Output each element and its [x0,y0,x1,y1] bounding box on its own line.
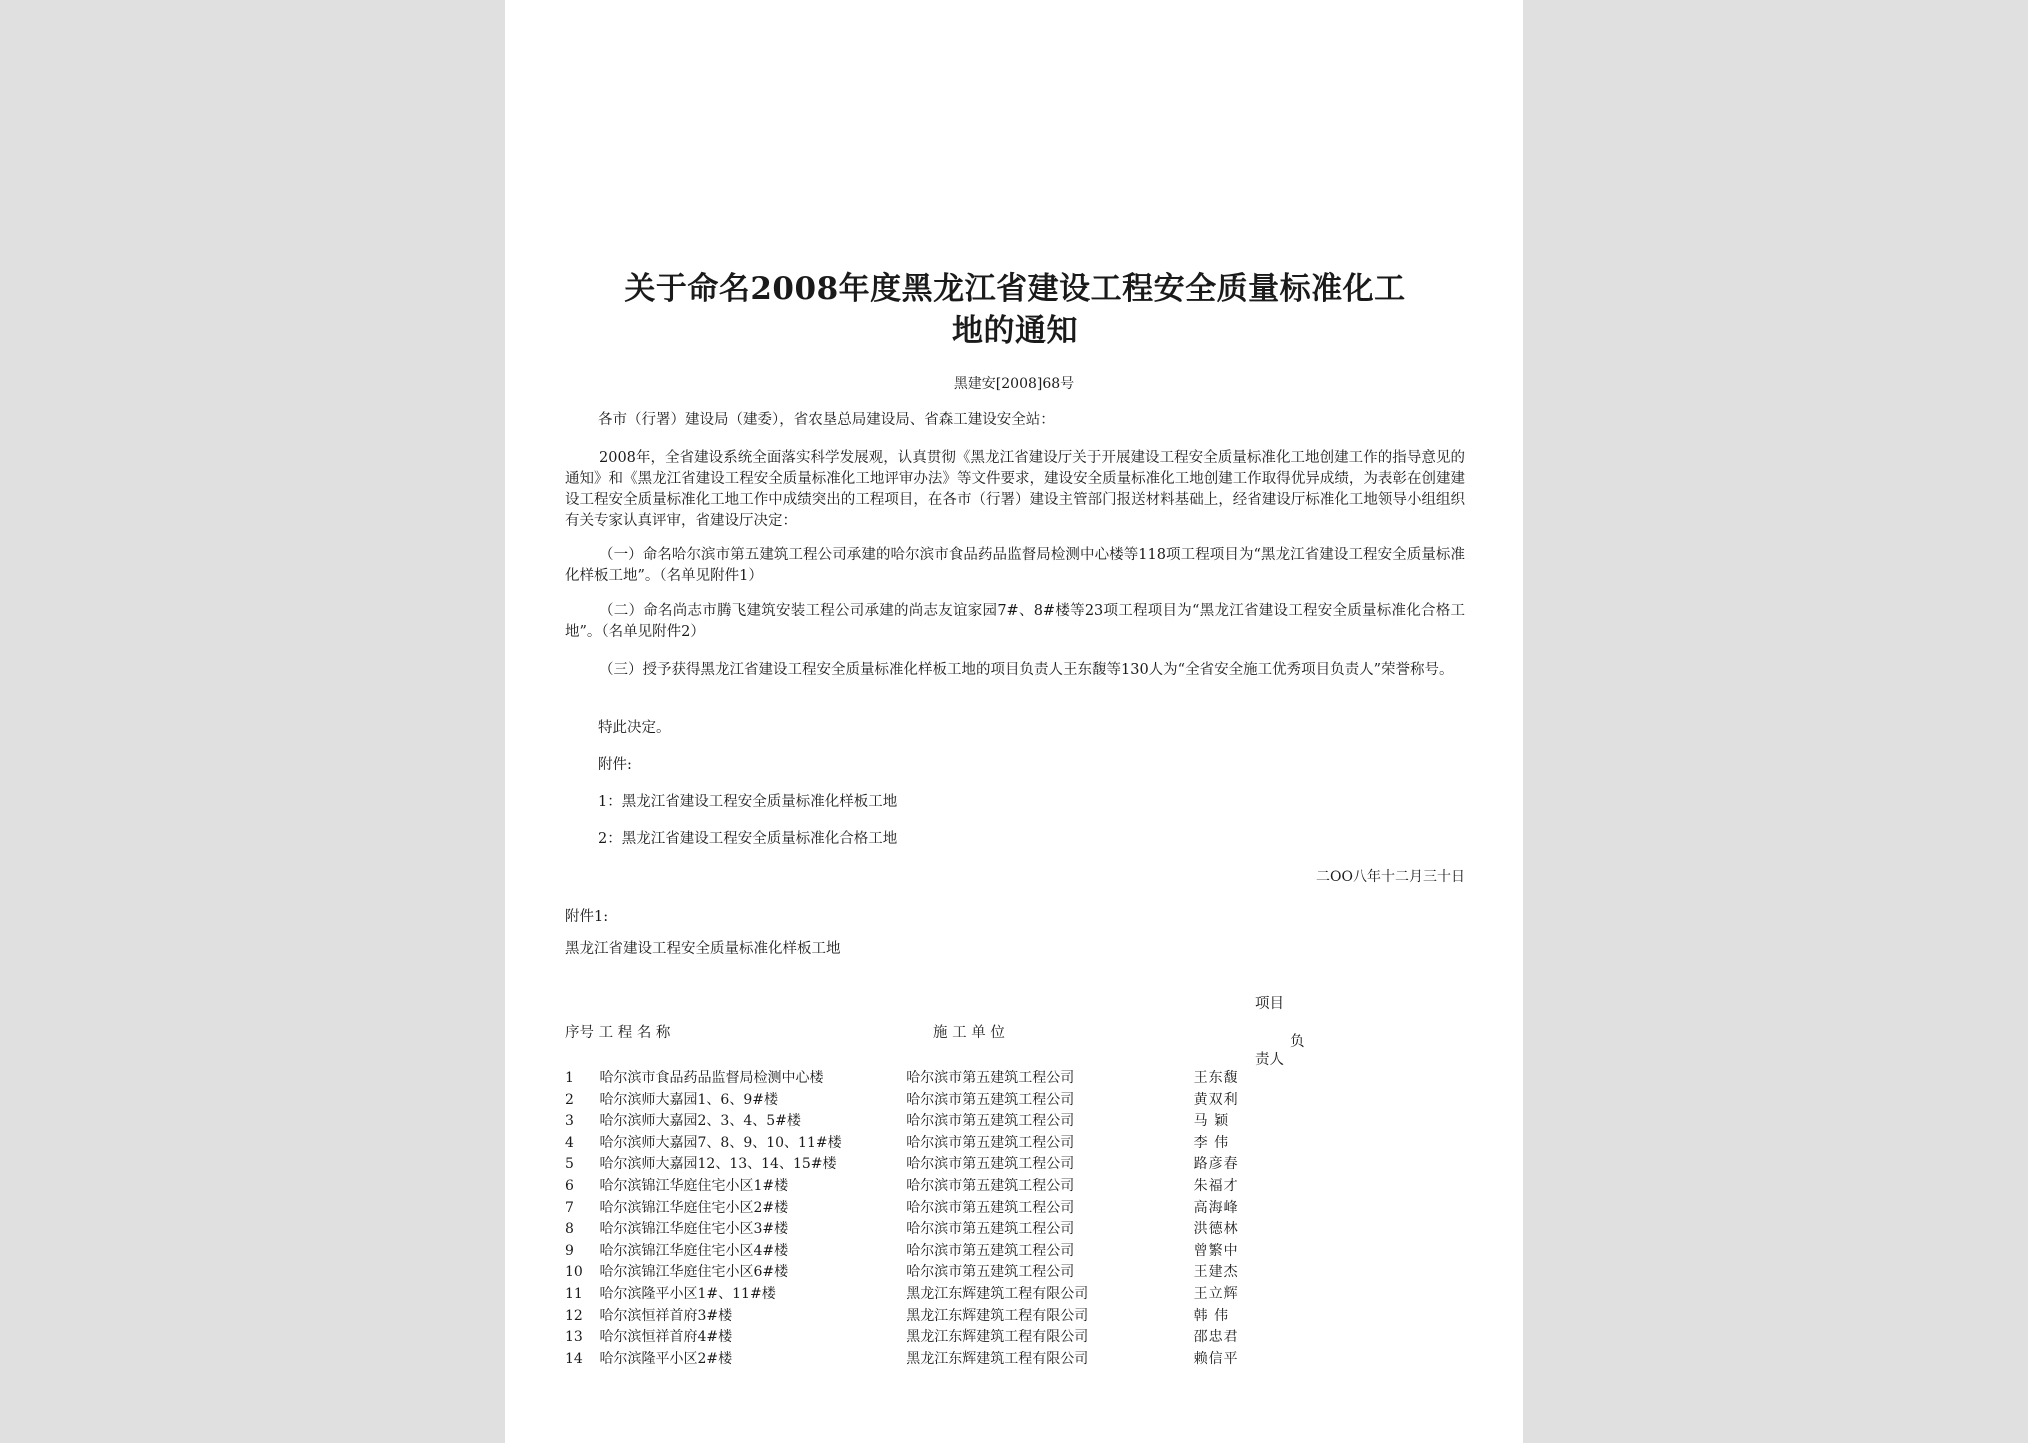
row-project-name: 哈尔滨锦江华庭住宅小区3#楼 [599,1221,789,1238]
row-project-lead: 洪德林 [1193,1221,1239,1238]
row-project-name: 哈尔滨师大嘉园12、13、14、15#楼 [599,1156,837,1173]
decision-text: 特此决定。 [598,720,671,736]
row-construction-unit: 哈尔滨市第五建筑工程公司 [906,1221,1075,1238]
row-project-lead: 马 颖 [1193,1113,1230,1130]
row-construction-unit: 黑龙江东辉建筑工程有限公司 [906,1329,1089,1346]
row-seq: 14 [565,1350,583,1367]
header-lead-bottom: 责人 [1255,1052,1284,1068]
attachment-1: 1：黑龙江省建设工程安全质量标准化样板工地 [598,794,898,810]
row-project-lead: 黄双利 [1193,1091,1239,1108]
row-seq: 10 [565,1264,583,1281]
row-seq: 5 [565,1156,574,1173]
row-construction-unit: 哈尔滨市第五建筑工程公司 [906,1177,1075,1194]
paragraph-item-3: （三）授予获得黑龙江省建设工程安全质量标准化样板工地的项目负责人王东馥等130人为“全省安全施工优秀项目负责人”荣誉称号。 [599,662,1454,678]
row-project-name: 哈尔滨师大嘉园1、6、9#楼 [599,1091,778,1108]
row-construction-unit: 黑龙江东辉建筑工程有限公司 [906,1350,1089,1367]
table-row [565,1090,1265,1112]
attachment-2: 2：黑龙江省建设工程安全质量标准化合格工地 [598,831,898,847]
table-row [565,1219,1265,1241]
row-seq: 6 [565,1177,574,1194]
row-project-name: 哈尔滨市食品药品监督局检测中心楼 [599,1070,824,1086]
title-line-2: 地的通知 [952,313,1078,349]
annex-table-body [565,1068,1265,1370]
row-construction-unit: 哈尔滨市第五建筑工程公司 [906,1242,1075,1259]
row-seq: 7 [565,1199,574,1216]
row-project-name: 哈尔滨恒祥首府3#楼 [599,1307,733,1324]
row-project-name: 哈尔滨锦江华庭住宅小区1#楼 [599,1177,789,1194]
row-project-lead: 邵忠君 [1193,1329,1239,1346]
row-project-name: 哈尔滨恒祥首府4#楼 [599,1329,733,1346]
annex-table [565,1068,1265,1370]
row-seq: 13 [565,1329,583,1346]
row-project-lead: 高海峰 [1193,1199,1239,1216]
row-seq: 3 [565,1113,574,1130]
document-title [545,268,1485,352]
table-row [565,1133,1265,1155]
row-construction-unit: 哈尔滨市第五建筑工程公司 [906,1264,1075,1281]
table-row [565,1198,1265,1220]
table-row [565,1327,1265,1349]
row-seq: 2 [565,1091,574,1108]
row-construction-unit: 黑龙江东辉建筑工程有限公司 [906,1285,1089,1302]
annex-title: 黑龙江省建设工程安全质量标准化样板工地 [565,941,841,957]
table-row [565,1306,1265,1328]
row-project-name: 哈尔滨隆平小区1#、11#楼 [599,1285,776,1302]
paragraph-item-1: （一）命名哈尔滨市第五建筑工程公司承建的哈尔滨市食品药品监督局检测中心楼等118项工程项目为“黑龙江省建设工程安全质量标准化样板工地”。（名单见附件1） [565,547,1465,584]
row-seq: 12 [565,1307,583,1324]
signature-date: 二OO八年十二月三十日 [1316,869,1465,885]
annex-label: 附件1: [565,909,609,925]
header-lead-mid: 负 [1290,1034,1305,1050]
row-project-name: 哈尔滨隆平小区2#楼 [599,1350,733,1367]
row-project-name: 哈尔滨锦江华庭住宅小区2#楼 [599,1199,789,1216]
row-project-lead: 李 伟 [1193,1134,1230,1151]
row-construction-unit: 哈尔滨市第五建筑工程公司 [906,1199,1075,1216]
row-project-name: 哈尔滨锦江华庭住宅小区6#楼 [599,1264,789,1281]
header-unit: 施 工 单 位 [933,1025,1005,1041]
row-project-name: 哈尔滨师大嘉园2、3、4、5#楼 [599,1113,801,1130]
row-project-name: 哈尔滨锦江华庭住宅小区4#楼 [599,1242,789,1259]
row-seq: 1 [565,1070,574,1086]
table-row [565,1154,1265,1176]
row-project-lead: 朱福才 [1193,1177,1239,1194]
table-row [565,1068,1265,1090]
table-row [565,1111,1265,1133]
table-row [565,1241,1265,1263]
document-page [505,0,1523,1443]
table-row [565,1262,1265,1284]
row-seq: 4 [565,1134,574,1151]
row-project-lead: 韩 伟 [1193,1307,1230,1324]
row-project-lead: 赖信平 [1193,1350,1239,1367]
table-row [565,1284,1265,1306]
row-project-lead: 路彦春 [1193,1156,1239,1173]
paragraph-intro: 2008年，全省建设系统全面落实科学发展观，认真贯彻《黑龙江省建设厅关于开展建设工程安全质量标准化工地创建工作的指导意见的通知》和《黑龙江省建设工程安全质量标准化工地评审办法》等文件要求，建设安全质量标准化工地创建工作取得优异成绩，为表彰在创建建设工程安全质量标准化工地工作中成绩突出的工程项目，在各市（行署）建设主管部门报送材料基础上，经省建设厅标准化工地领导小组组织有关专家认真评审，省建设厅决定： [565,450,1465,529]
row-seq: 9 [565,1242,574,1259]
row-construction-unit: 黑龙江东辉建筑工程有限公司 [906,1307,1089,1324]
row-project-lead: 王立辉 [1193,1285,1239,1302]
table-row [565,1349,1265,1371]
row-project-lead: 曾繁中 [1193,1242,1239,1259]
row-seq: 8 [565,1221,574,1238]
table-row [565,1176,1265,1198]
paragraph-item-2: （二）命名尚志市腾飞建筑安装工程公司承建的尚志友谊家园7#、8#楼等23项工程项目为“黑龙江省建设工程安全质量标准化合格工地”。（名单见附件2） [565,603,1465,640]
row-construction-unit: 哈尔滨市第五建筑工程公司 [906,1091,1075,1108]
row-construction-unit: 哈尔滨市第五建筑工程公司 [906,1156,1075,1173]
document-number: 黑建安[2008]68号 [953,376,1075,392]
row-construction-unit: 哈尔滨市第五建筑工程公司 [906,1113,1075,1130]
row-project-name: 哈尔滨师大嘉园7、8、9、10、11#楼 [599,1134,842,1151]
salutation: 各市（行署）建设局（建委），省农垦总局建设局、省森工建设安全站： [598,412,1055,428]
header-seq-name: 序号 工 程 名 称 [565,1025,671,1041]
header-lead-top: 项目 [1255,996,1284,1012]
row-seq: 11 [565,1285,583,1302]
row-construction-unit: 哈尔滨市第五建筑工程公司 [906,1134,1075,1151]
row-project-lead: 王东馥 [1193,1070,1239,1086]
row-construction-unit: 哈尔滨市第五建筑工程公司 [906,1070,1075,1086]
row-project-lead: 王建杰 [1193,1264,1239,1281]
attachments-label: 附件: [598,757,632,773]
title-line-1: 关于命名2008年度黑龙江省建设工程安全质量标准化工 [624,271,1406,307]
